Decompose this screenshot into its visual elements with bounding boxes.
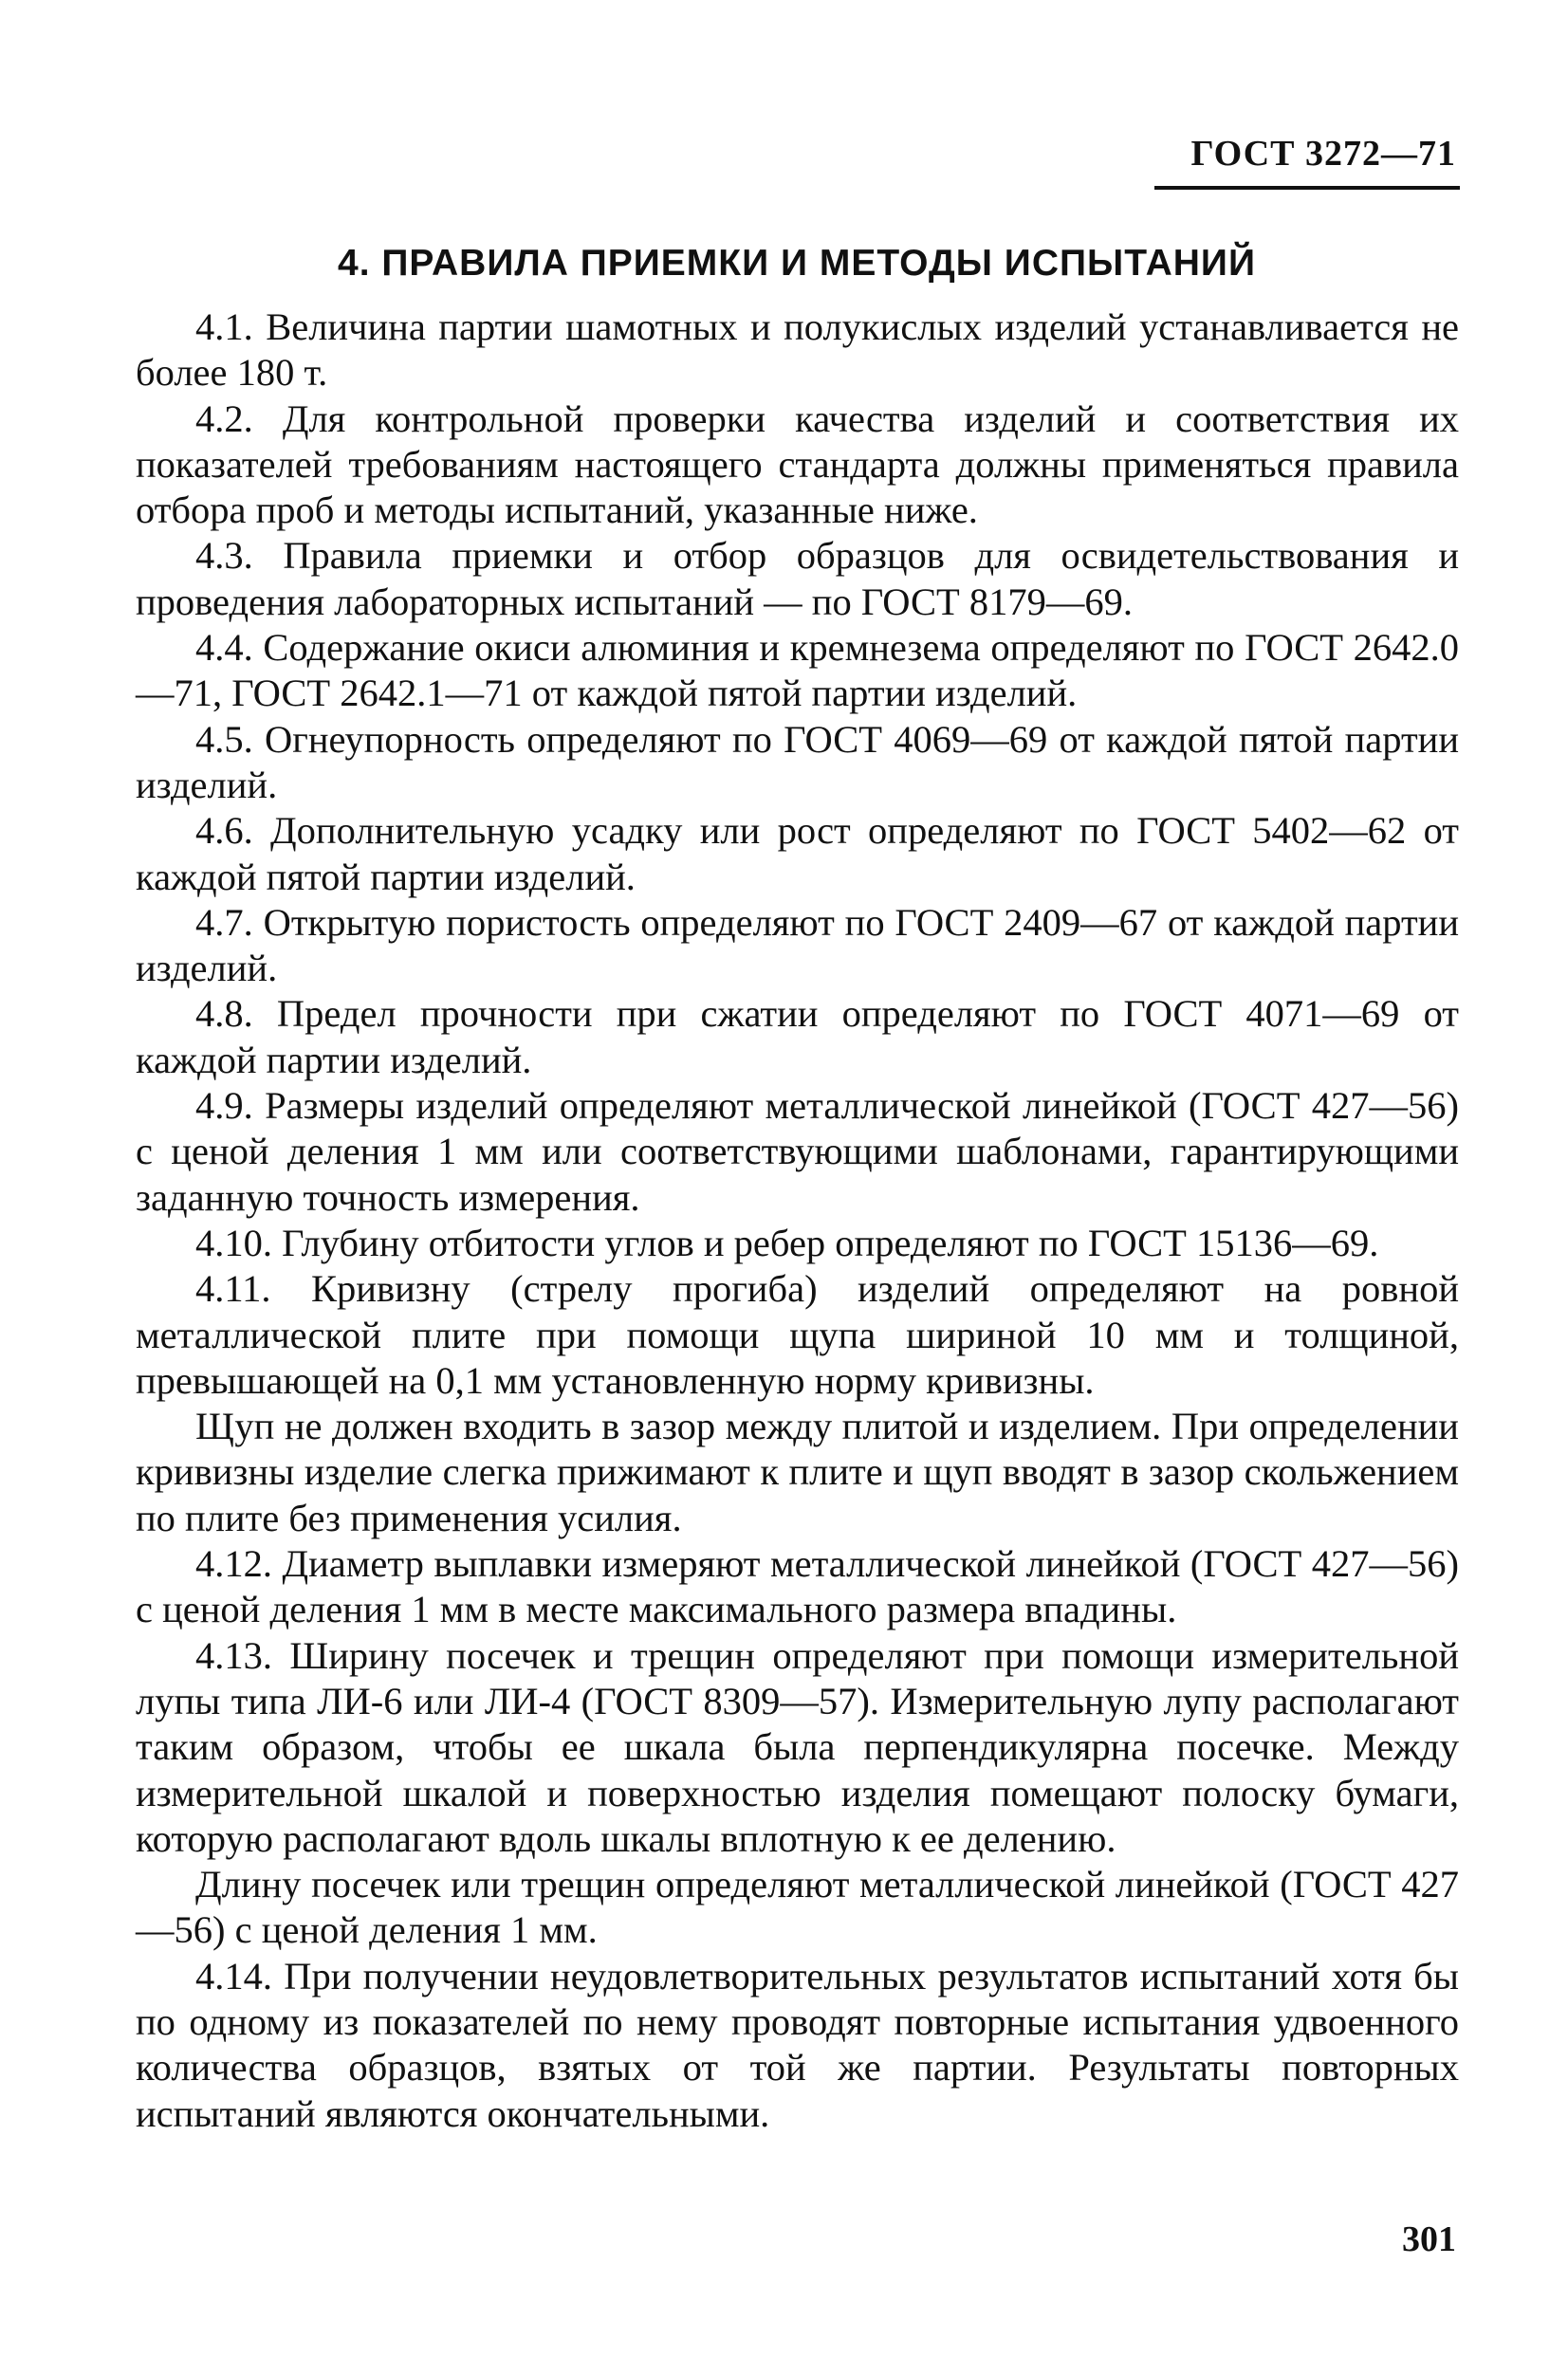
page-number: 301: [1402, 2219, 1456, 2259]
paragraph-4-5: 4.5. Огнеупорность определяют по ГОСТ 4069—69 от каждой пятой партии изделий.: [136, 717, 1459, 806]
paragraph-4-9: 4.9. Размеры изделий определяют металлической линейкой (ГОСТ 427—56) с ценой деления 1 мм или соответствующими шаблонами, гарантирующими заданную точность измерения.: [136, 1084, 1459, 1219]
text-body: [136, 304, 1459, 2137]
paragraph-4-13: 4.13. Ширину посечек и трещин определяют при помощи измерительной лупы типа ЛИ-6 или ЛИ-4 (ГОСТ 8309—57). Измерительную лупу располагают таким образом, чтобы ее шкала была перпендикулярна посечке. Между измерительной шкалой и поверхностью изделия помещают полоску бумаги, которую располагают вдоль шкалы вплотную к ее делению.: [136, 1633, 1459, 1860]
paragraph-4-11-continued: Щуп не должен входить в зазор между плитой и изделием. При определении кривизны изделие слегка прижимают к плите и щуп вводят в зазор скольжением по плите без применения усилия.: [136, 1405, 1459, 1539]
document-code: ГОСТ 3272—71: [1190, 134, 1456, 174]
paragraph-4-3: 4.3. Правила приемки и отбор образцов для освидетельствования и проведения лабораторных испытаний — по ГОСТ 8179—69.: [136, 534, 1459, 623]
header-rule: [1154, 186, 1460, 190]
paragraph-4-11: 4.11. Кривизну (стрелу прогиба) изделий определяют на ровной металлической плите при помощи щупа шириной 10 мм и толщиной, превышающей на 0,1 мм установленную норму кривизны.: [136, 1267, 1459, 1402]
paragraph-4-1: 4.1. Величина партии шамотных и полукислых изделий устанавливается не более 180 т.: [136, 305, 1459, 395]
section-title: 4. ПРАВИЛА ПРИЕМКИ И МЕТОДЫ ИСПЫТАНИЙ: [338, 243, 1256, 284]
paragraph-4-8: 4.8. Предел прочности при сжатии определяют по ГОСТ 4071—69 от каждой партии изделий.: [136, 992, 1459, 1081]
paragraph-4-14: 4.14. При получении неудовлетворительных результатов испытаний хотя бы по одному из показателей по нему проводят повторные испытания удвоенного количества образцов, взятых от той же партии. Результаты повторных испытаний являются окончательными.: [136, 1954, 1459, 2135]
paragraph-4-2: 4.2. Для контрольной проверки качества изделий и соответствия их показателей требованиям настоящего стандарта должны применяться правила отбора проб и методы испытаний, указанные ниже.: [136, 396, 1459, 532]
paragraph-4-12: 4.12. Диаметр выплавки измеряют металлической линейкой (ГОСТ 427—56) с ценой деления 1 мм в месте максимального размера впадины.: [136, 1542, 1459, 1631]
paragraph-4-10: 4.10. Глубину отбитости углов и ребер определяют по ГОСТ 15136—69.: [195, 1221, 1379, 1264]
paragraph-4-4: 4.4. Содержание окиси алюминия и кремнезема определяют по ГОСТ 2642.0—71, ГОСТ 2642.1—71 от каждой пятой партии изделий.: [136, 626, 1459, 715]
paragraph-4-7: 4.7. Открытую пористость определяют по ГОСТ 2409—67 от каждой партии изделий.: [136, 900, 1459, 990]
paragraph-4-13-continued: Длину посечек или трещин определяют металлической линейкой (ГОСТ 427—56) с ценой деления 1 мм.: [136, 1863, 1459, 1952]
paragraph-4-6: 4.6. Дополнительную усадку или рост определяют по ГОСТ 5402—62 от каждой пятой партии изделий.: [136, 809, 1459, 898]
